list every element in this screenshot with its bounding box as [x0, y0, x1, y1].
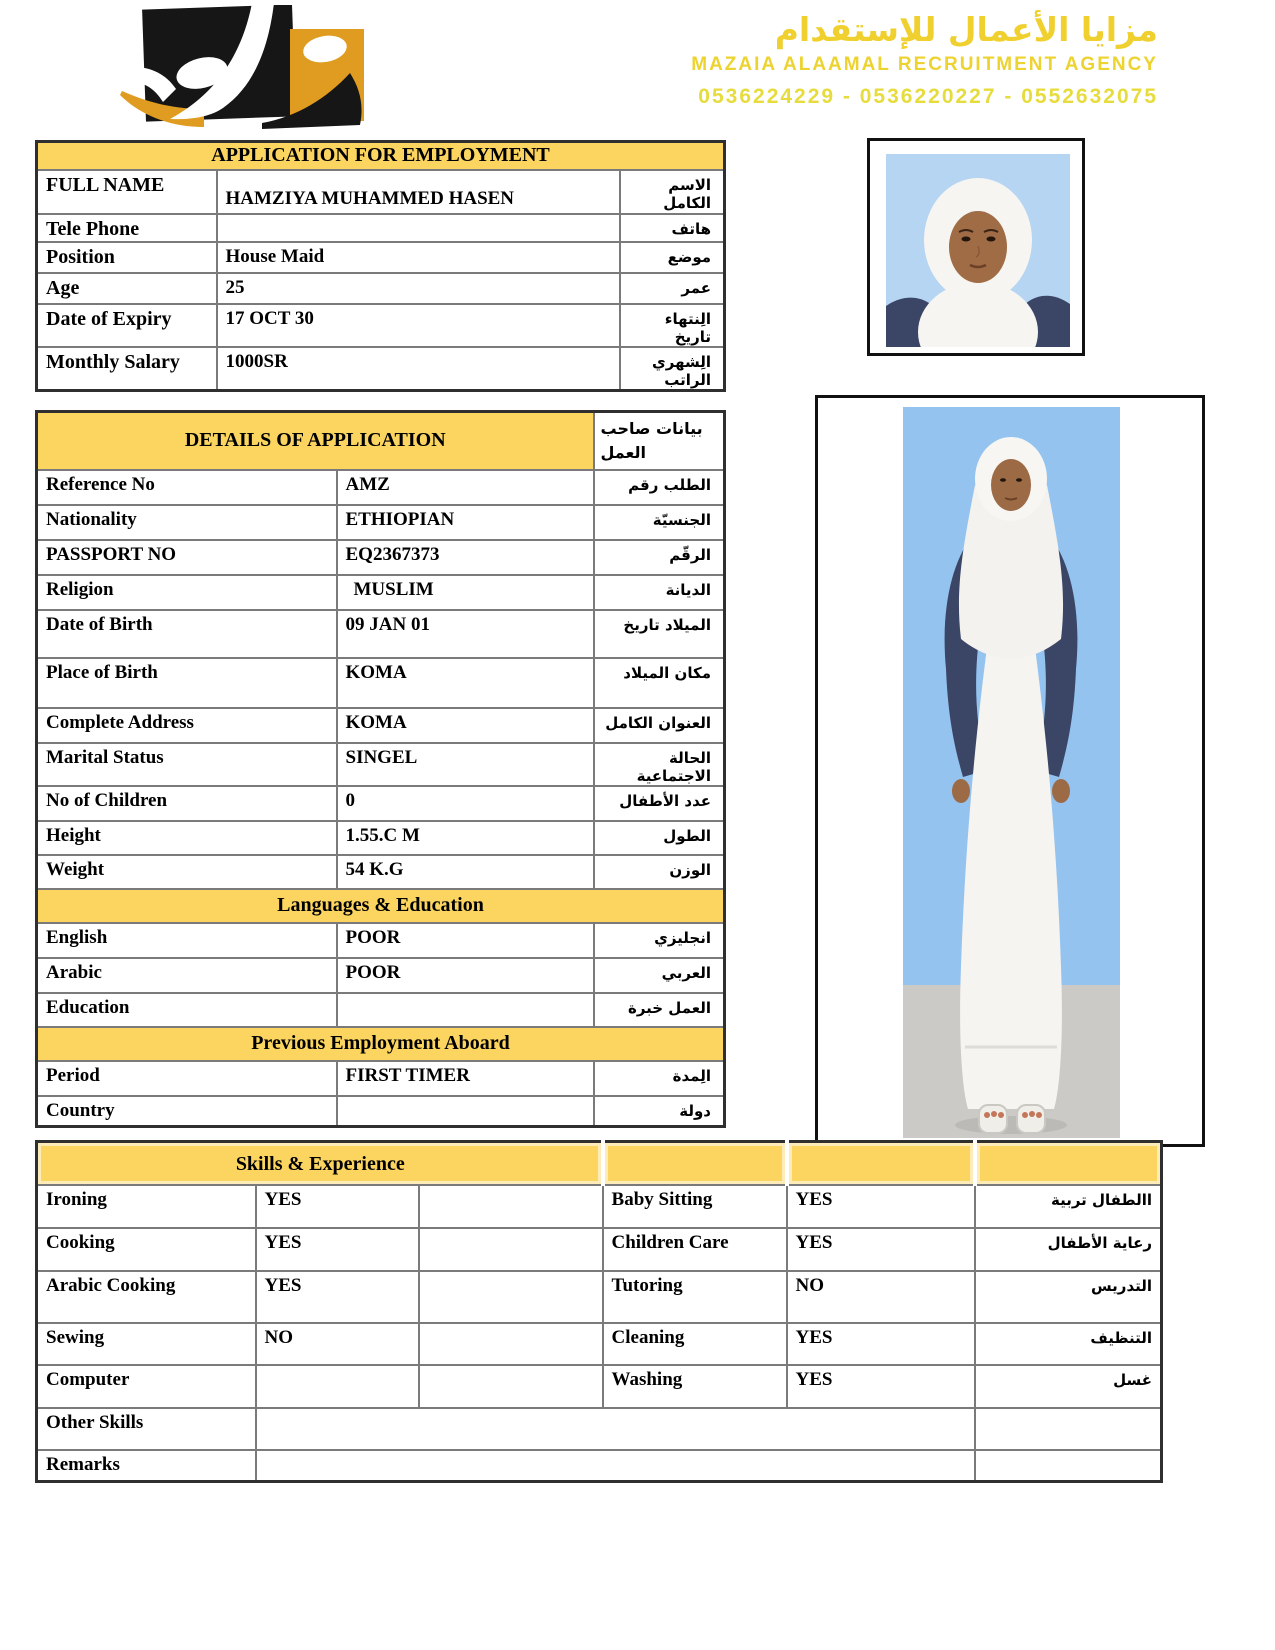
marital-status-label-arabic: الحالة الاجتماعية	[594, 743, 725, 786]
agency-phone-numbers: 0536224229 - 0536220227 - 0552632075	[698, 85, 1158, 109]
applicant-headshot-photo	[867, 138, 1085, 356]
age-label: Age	[37, 273, 217, 304]
agency-header	[400, 12, 1158, 108]
skills-table-title: Skills & Experience	[37, 1142, 603, 1185]
section-header-row	[37, 889, 725, 923]
marital-status-label: Marital Status	[37, 743, 337, 786]
reference-no-value: AMZ	[337, 470, 594, 505]
ironing-label: Ironing	[37, 1185, 256, 1228]
place-of-birth-value: KOMA	[337, 658, 594, 708]
period-label: Period	[37, 1061, 337, 1096]
education-label-arabic: العمل خبرة	[594, 993, 725, 1027]
languages-section-title: Languages & Education	[37, 889, 725, 923]
marital-status-value: SINGEL	[337, 743, 594, 786]
table-row	[37, 658, 725, 708]
table-row	[37, 347, 725, 391]
table-row	[37, 743, 725, 786]
english-label-arabic: انجليزي	[594, 923, 725, 958]
passport-no-value: EQ2367373	[337, 540, 594, 575]
position-label-arabic: موضع	[620, 242, 725, 273]
monthly-salary-label-arabic: الِشهري الراتب	[620, 347, 725, 391]
period-label-arabic: الِمدة	[594, 1061, 725, 1096]
table-row	[37, 821, 725, 855]
religion-label-arabic: الديانة	[594, 575, 725, 610]
table-row	[37, 1228, 1162, 1271]
headshot-image	[886, 154, 1070, 347]
age-label-arabic: عمر	[620, 273, 725, 304]
nationality-value: ETHIOPIAN	[337, 505, 594, 540]
english-label: English	[37, 923, 337, 958]
date-of-expiry-label-arabic: الِنتهاء تاريخ	[620, 304, 725, 347]
baby-sitting-label-arabic: االطفال تربية	[975, 1185, 1162, 1228]
agency-logo	[112, 5, 364, 131]
applicant-fullbody-photo	[815, 395, 1205, 1147]
nationality-label-arabic: الجنسيّة	[594, 505, 725, 540]
table-header-row	[37, 1142, 1162, 1185]
tutoring-label-arabic: التدريس	[975, 1271, 1162, 1323]
date-of-birth-label-arabic: الميلاد تاريخ	[594, 610, 725, 658]
table-row	[37, 1271, 1162, 1323]
table-row	[37, 1365, 1162, 1408]
arabic-label-arabic: العربي	[594, 958, 725, 993]
blank-cell	[975, 1450, 1162, 1482]
ironing-value: YES	[256, 1185, 419, 1228]
arabic-cooking-label: Arabic Cooking	[37, 1271, 256, 1323]
full-name-label-arabic: الاسم الكامل	[620, 170, 725, 214]
table-row	[37, 214, 725, 242]
baby-sitting-label: Baby Sitting	[603, 1185, 787, 1228]
weight-label: Weight	[37, 855, 337, 889]
full-name-value: HAMZIYA MUHAMMED HASEN	[217, 170, 620, 214]
table-header-row	[37, 142, 725, 170]
table-row	[37, 993, 725, 1027]
country-label-arabic: دولة	[594, 1096, 725, 1127]
details-table-title-arabic	[594, 412, 725, 470]
blank-cell	[419, 1185, 603, 1228]
blank-cell	[419, 1365, 603, 1408]
agency-name-arabic: مزايا الأعمال للإستقدام	[774, 10, 1158, 49]
nationality-label: Nationality	[37, 505, 337, 540]
fullbody-image	[903, 407, 1120, 1138]
washing-value: YES	[787, 1365, 975, 1408]
table-row	[37, 540, 725, 575]
table-row	[37, 170, 725, 214]
cleaning-value: YES	[787, 1323, 975, 1365]
place-of-birth-label: Place of Birth	[37, 658, 337, 708]
no-of-children-value: 0	[337, 786, 594, 821]
skills-header-blank-1	[603, 1142, 787, 1185]
cleaning-label: Cleaning	[603, 1323, 787, 1365]
skills-header-blank-2	[787, 1142, 975, 1185]
details-table-title: DETAILS OF APPLICATION	[37, 412, 594, 470]
washing-label-arabic: غسل	[975, 1365, 1162, 1408]
table-row	[37, 1061, 725, 1096]
blank-cell	[975, 1408, 1162, 1450]
table-row	[37, 1450, 1162, 1482]
blank-cell	[419, 1323, 603, 1365]
section-header-row	[37, 1027, 725, 1061]
date-of-expiry-value: 17 OCT 30	[217, 304, 620, 347]
table-row	[37, 1408, 1162, 1450]
education-value	[337, 993, 594, 1027]
place-of-birth-label-arabic: مكان الميلاد	[594, 658, 725, 708]
tele-phone-label-arabic: هاتف	[620, 214, 725, 242]
other-skills-value	[256, 1408, 975, 1450]
details-title-arabic-line1: بيانات صاحب	[600, 419, 703, 438]
weight-label-arabic: الوزن	[594, 855, 725, 889]
details-table	[35, 410, 726, 1128]
complete-address-value: KOMA	[337, 708, 594, 743]
education-label: Education	[37, 993, 337, 1027]
table-header-row	[37, 412, 725, 470]
passport-no-label: PASSPORT NO	[37, 540, 337, 575]
employment-table-title: APPLICATION FOR EMPLOYMENT	[37, 142, 725, 170]
complete-address-label: Complete Address	[37, 708, 337, 743]
date-of-expiry-label: Date of Expiry	[37, 304, 217, 347]
height-label-arabic: الطول	[594, 821, 725, 855]
table-row	[37, 1185, 1162, 1228]
religion-label: Religion	[37, 575, 337, 610]
complete-address-label-arabic: العنوان الكامل	[594, 708, 725, 743]
table-row	[37, 610, 725, 658]
children-care-label-arabic: رعاية الأطفال	[975, 1228, 1162, 1271]
tele-phone-label: Tele Phone	[37, 214, 217, 242]
monthly-salary-value: 1000SR	[217, 347, 620, 391]
employment-table	[35, 140, 726, 392]
sewing-value: NO	[256, 1323, 419, 1365]
country-value	[337, 1096, 594, 1127]
table-row	[37, 855, 725, 889]
tele-phone-value	[217, 214, 620, 242]
age-value: 25	[217, 273, 620, 304]
remarks-value	[256, 1450, 975, 1482]
table-row	[37, 1096, 725, 1127]
tutoring-value: NO	[787, 1271, 975, 1323]
monthly-salary-label: Monthly Salary	[37, 347, 217, 391]
table-row	[37, 708, 725, 743]
reference-no-label-arabic: الطلب رقم	[594, 470, 725, 505]
cooking-label: Cooking	[37, 1228, 256, 1271]
position-label: Position	[37, 242, 217, 273]
cooking-value: YES	[256, 1228, 419, 1271]
date-of-birth-value: 09 JAN 01	[337, 610, 594, 658]
table-row	[37, 1323, 1162, 1365]
remarks-label: Remarks	[37, 1450, 256, 1482]
blank-cell	[419, 1271, 603, 1323]
agency-name-english: MAZAIA ALAAMAL RECRUITMENT AGENCY	[691, 54, 1158, 76]
table-row	[37, 242, 725, 273]
table-row	[37, 958, 725, 993]
blank-cell	[419, 1228, 603, 1271]
height-label: Height	[37, 821, 337, 855]
sewing-label: Sewing	[37, 1323, 256, 1365]
table-row	[37, 304, 725, 347]
weight-value: 54 K.G	[337, 855, 594, 889]
reference-no-label: Reference No	[37, 470, 337, 505]
table-row	[37, 786, 725, 821]
other-skills-label: Other Skills	[37, 1408, 256, 1450]
children-care-value: YES	[787, 1228, 975, 1271]
tutoring-label: Tutoring	[603, 1271, 787, 1323]
computer-label: Computer	[37, 1365, 256, 1408]
children-care-label: Children Care	[603, 1228, 787, 1271]
table-row	[37, 505, 725, 540]
skills-table	[35, 1140, 1163, 1483]
period-value: FIRST TIMER	[337, 1061, 594, 1096]
table-row	[37, 470, 725, 505]
arabic-label: Arabic	[37, 958, 337, 993]
date-of-birth-label: Date of Birth	[37, 610, 337, 658]
washing-label: Washing	[603, 1365, 787, 1408]
table-row	[37, 923, 725, 958]
height-value: 1.55.C M	[337, 821, 594, 855]
arabic-cooking-value: YES	[256, 1271, 419, 1323]
details-title-arabic-line2: العمل	[600, 443, 647, 462]
position-value: House Maid	[217, 242, 620, 273]
computer-value	[256, 1365, 419, 1408]
skills-header-blank-3	[975, 1142, 1162, 1185]
baby-sitting-value: YES	[787, 1185, 975, 1228]
previous-employment-section-title: Previous Employment Aboard	[37, 1027, 725, 1061]
arabic-value: POOR	[337, 958, 594, 993]
religion-value: MUSLIM	[337, 575, 594, 610]
cleaning-label-arabic: التنظيف	[975, 1323, 1162, 1365]
country-label: Country	[37, 1096, 337, 1127]
english-value: POOR	[337, 923, 594, 958]
no-of-children-label-arabic: عدد الأطفال	[594, 786, 725, 821]
table-row	[37, 575, 725, 610]
passport-no-label-arabic: الرقّم	[594, 540, 725, 575]
full-name-label: FULL NAME	[37, 170, 217, 214]
no-of-children-label: No of Children	[37, 786, 337, 821]
table-row	[37, 273, 725, 304]
